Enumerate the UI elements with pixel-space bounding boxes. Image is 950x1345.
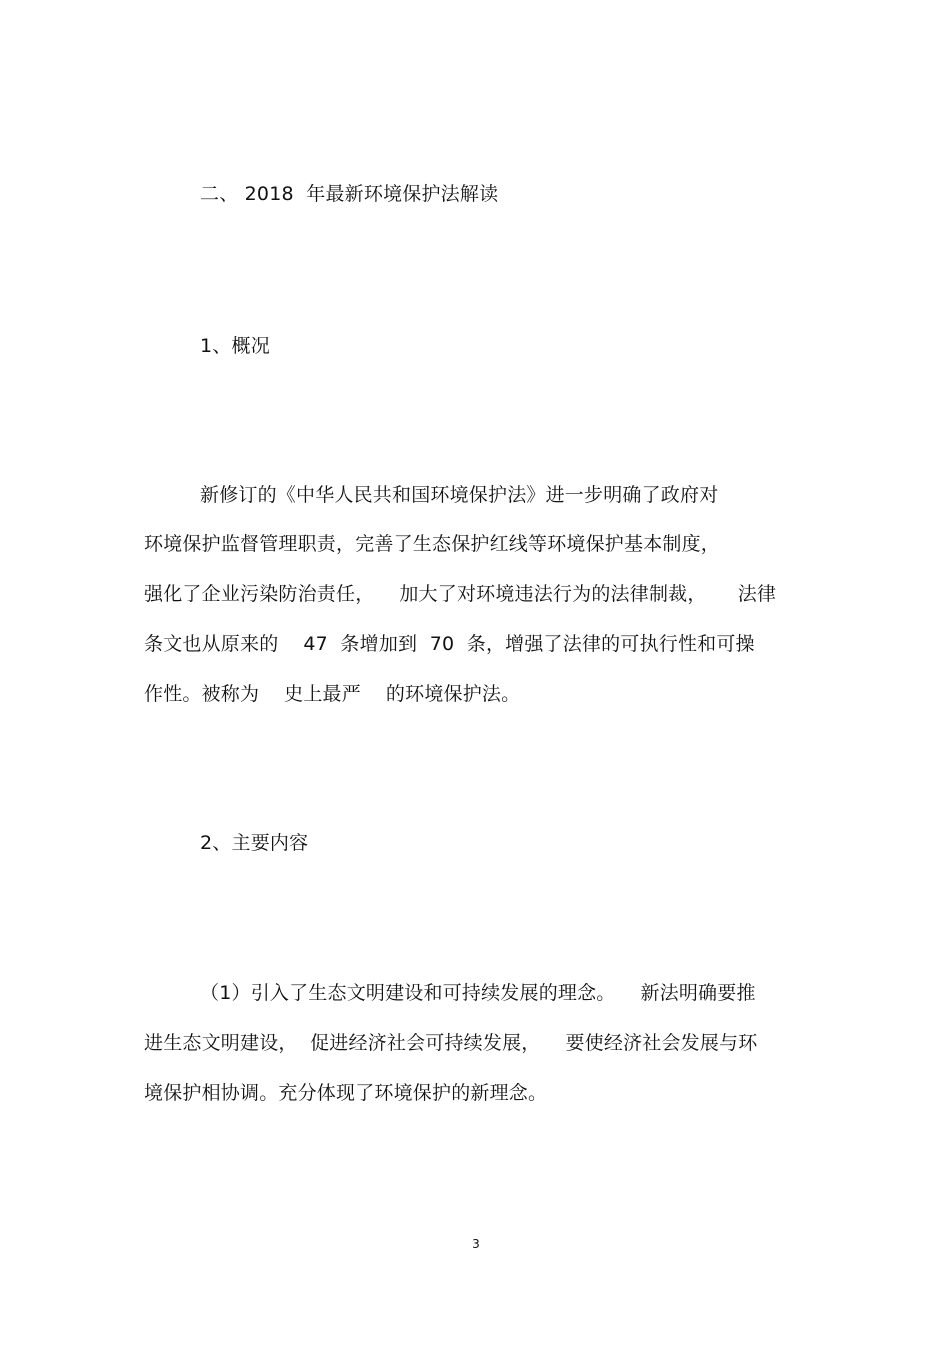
section-2-title: 2、主要内容 bbox=[200, 832, 309, 854]
paragraph-line: 强化了企业污染防治责任， 加大了对环境违法行为的法律制裁， 法律 bbox=[144, 583, 777, 605]
paragraph-line: 新修订的《中华人民共和国环境保护法》进一步明确了政府对 bbox=[200, 484, 719, 506]
page-number: 3 bbox=[472, 1237, 480, 1251]
paragraph-line: 境保护相协调。充分体现了环境保护的新理念。 bbox=[144, 1082, 548, 1104]
paragraph-line: 作性。被称为 史上最严 的环境保护法。 bbox=[144, 683, 521, 705]
paragraph-line: （1）引入了生态文明建设和可持续发展的理念。 新法明确要推 bbox=[200, 982, 756, 1004]
paragraph-line: 环境保护监督管理职责，完善了生态保护红线等环境保护基本制度， bbox=[144, 533, 721, 555]
paragraph-line: 进生态文明建设， 促进经济社会可持续发展， 要使经济社会发展与环 bbox=[144, 1032, 758, 1054]
paragraph-line: 条文也从原来的 47 条增加到 70 条，增强了法律的可执行性和可操 bbox=[144, 633, 755, 655]
section-heading: 二、 2018 年最新环境保护法解读 bbox=[200, 183, 499, 205]
section-1-title: 1、概况 bbox=[200, 335, 270, 357]
